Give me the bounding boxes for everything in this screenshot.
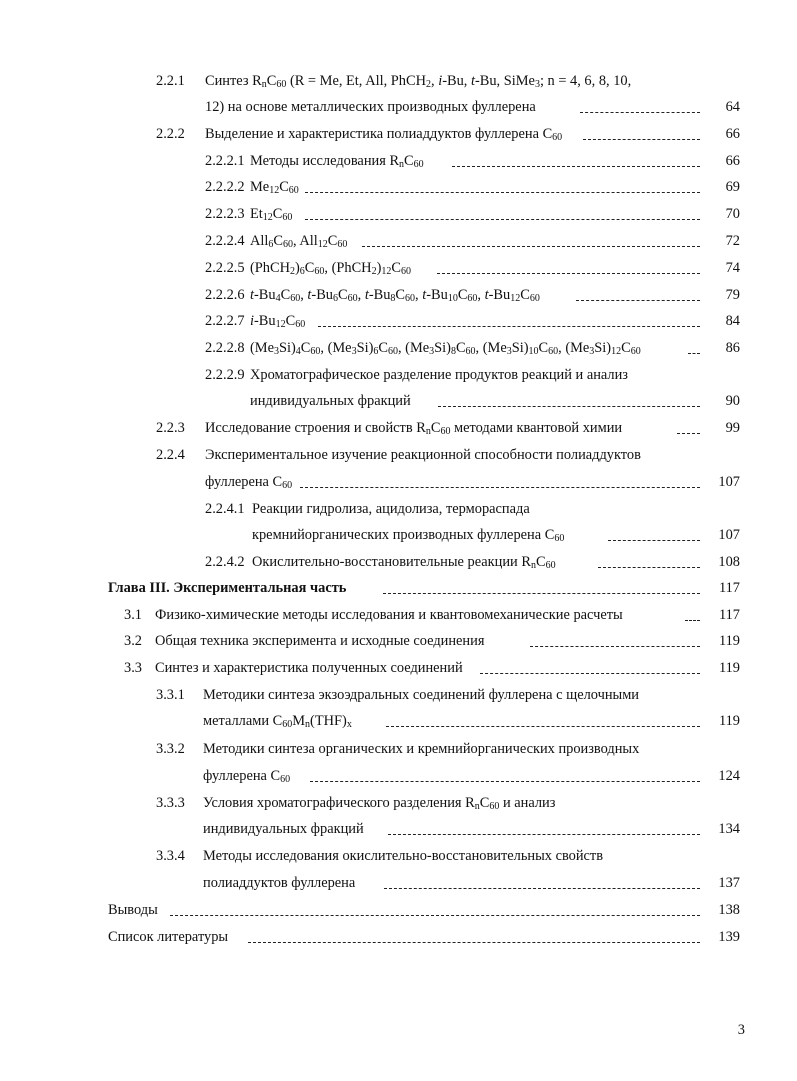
entry-number: 3.3.2 [156, 741, 185, 757]
entry-page-number: 90 [725, 393, 740, 409]
entry-title: Исследование строения и свойств $R_nC_{60}$ методами квантовой химии [205, 420, 623, 437]
dot-leader [383, 593, 700, 594]
entry-page-number: 107 [718, 527, 740, 543]
entry-title: фуллерена $C_{60}$ [203, 768, 291, 785]
entry-page-number: 74 [725, 260, 740, 276]
dot-leader [677, 433, 700, 434]
entry-title: Синтез $R_nC_{60}$ (R = Me, Et, All, PhCH$_2$, i-Bu, t-Bu, SiMe$_3$; n = 4, 6, 8, 10, [205, 73, 632, 90]
entry-number: 3.3 [124, 660, 142, 676]
entry-title: Методики синтеза экзоэдральных соединений фуллерена с щелочными [203, 687, 640, 703]
entry-number: 2.2.2.8 [205, 340, 245, 356]
entry-number: 2.2.2.3 [205, 206, 245, 222]
entry-page-number: 99 [725, 420, 740, 436]
entry-page-number: 69 [725, 179, 740, 195]
entry-title: индивидуальных фракций [203, 821, 364, 837]
entry-title: Общая техника эксперимента и исходные соединения [155, 633, 485, 649]
dot-leader [580, 112, 700, 113]
entry-page-number: 134 [718, 821, 740, 837]
entry-page-number: 119 [718, 713, 740, 729]
entry-page-number: 139 [718, 929, 740, 945]
entry-title: кремнийорганических производных фуллерена $C_{60}$ [252, 527, 565, 544]
entry-title: металлами $C_{60}M_n(THF)_x$ [203, 713, 352, 730]
entry-page-number: 138 [718, 902, 740, 918]
entry-title: $i-Bu_{12}C_{60}$ [250, 313, 306, 330]
dot-leader [685, 620, 700, 621]
entry-title: Окислительно-восстановительные реакции $R_nC_{60}$ [252, 554, 556, 571]
dot-leader [438, 406, 700, 407]
entry-number: 2.2.3 [156, 420, 185, 436]
dot-leader [386, 726, 700, 727]
entry-title: Синтез и характеристика полученных соединений [155, 660, 463, 676]
entry-title: $Et_{12}C_{60}$ [250, 206, 293, 223]
entry-number: 2.2.2.7 [205, 313, 245, 329]
entry-page-number: 107 [718, 474, 740, 490]
entry-page-number: 66 [725, 126, 740, 142]
dot-leader [530, 646, 700, 647]
entry-title: Физико-химические методы исследования и квантовомеханические расчеты [155, 607, 623, 623]
dot-leader [480, 673, 700, 674]
dot-leader [388, 834, 700, 835]
dot-leader [362, 246, 700, 247]
dot-leader [310, 781, 700, 782]
entry-page-number: 108 [718, 554, 740, 570]
dot-leader [305, 219, 700, 220]
entry-number: 2.2.2.4 [205, 233, 245, 249]
dot-leader [318, 326, 700, 327]
entry-page-number: 124 [718, 768, 740, 784]
dot-leader [688, 353, 700, 354]
entry-title: Методики синтеза органических и кремнийорганических производных [203, 741, 640, 757]
entry-title: индивидуальных фракций [250, 393, 411, 409]
entry-title: $(Me_3Si)_4C_{60}$, $(Me_3Si)_6C_{60}$, $(Me_3Si)_8C_{60}$, $(Me_3Si)_{10}C_{60}$, $(Me_3Si)_{12}C_{60}$ [250, 340, 641, 357]
entry-title: Методы исследования $R_nC_{60}$ [250, 153, 424, 170]
dot-leader [170, 915, 700, 916]
entry-page-number: 86 [725, 340, 740, 356]
entry-number: 2.2.4.1 [205, 501, 245, 517]
dot-leader [305, 192, 700, 193]
entry-number: 3.3.4 [156, 848, 185, 864]
entry-page-number: 70 [725, 206, 740, 222]
entry-number: 3.2 [124, 633, 142, 649]
entry-title: $t-Bu_4C_{60}$, $t-Bu_6C_{60}$, $t-Bu_8C_{60}$, $t-Bu_{10}C_{60}$, $t-Bu_{12}C_{60}$ [250, 287, 540, 304]
entry-title: 12) на основе металлических производных фуллерена [205, 99, 536, 115]
entry-title: $All_6C_{60}$, $All_{12}C_{60}$ [250, 233, 348, 250]
entry-title: Условия хроматографического разделения $R_nC_{60}$ и анализ [203, 795, 556, 812]
entry-number: 3.3.3 [156, 795, 185, 811]
dot-leader [384, 888, 700, 889]
entry-number: 2.2.4 [156, 447, 185, 463]
entry-number: 2.2.2 [156, 126, 185, 142]
entry-number: 3.1 [124, 607, 142, 623]
entry-title: Выводы [108, 902, 158, 918]
entry-number: 2.2.2.6 [205, 287, 245, 303]
entry-title: Глава III. Экспериментальная часть [108, 580, 347, 596]
entry-page-number: 119 [718, 633, 740, 649]
dot-leader [608, 540, 700, 541]
entry-page-number: 117 [718, 607, 740, 623]
entry-number: 2.2.4.2 [205, 554, 245, 570]
dot-leader [248, 942, 700, 943]
entry-page-number: 117 [718, 580, 740, 596]
entry-page-number: 84 [725, 313, 740, 329]
entry-page-number: 66 [725, 153, 740, 169]
entry-title: $Me_{12}C_{60}$ [250, 179, 299, 196]
entry-page-number: 79 [725, 287, 740, 303]
entry-title: Выделение и характеристика полиаддуктов фуллерена $C_{60}$ [205, 126, 563, 143]
entry-number: 3.3.1 [156, 687, 185, 703]
entry-number: 2.2.2.9 [205, 367, 245, 383]
entry-number: 2.2.2.5 [205, 260, 245, 276]
entry-number: 2.2.1 [156, 73, 185, 89]
dot-leader [452, 166, 700, 167]
entry-title: фуллерена $C_{60}$ [205, 474, 293, 491]
entry-title: Экспериментальное изучение реакционной способности полиаддуктов [205, 447, 641, 463]
entry-page-number: 137 [718, 875, 740, 891]
entry-page-number: 72 [725, 233, 740, 249]
dot-leader [583, 139, 700, 140]
entry-title: Хроматографическое разделение продуктов реакций и анализ [250, 367, 628, 383]
entry-title: Список литературы [108, 929, 229, 945]
dot-leader [437, 273, 700, 274]
entry-title: полиаддуктов фуллерена [203, 875, 356, 891]
entry-number: 2.2.2.2 [205, 179, 245, 195]
dot-leader [598, 567, 700, 568]
dot-leader [576, 300, 700, 301]
page-number: 3 [737, 1022, 745, 1038]
entry-title: Методы исследования окислительно-восстановительных свойств [203, 848, 604, 864]
entry-page-number: 64 [725, 99, 740, 115]
entry-title: $(PhCH_2)_6C_{60}$, $(PhCH_2)_{12}C_{60}$ [250, 260, 411, 277]
entry-page-number: 119 [718, 660, 740, 676]
entry-title: Реакции гидролиза, ацидолиза, термораспада [252, 501, 530, 517]
entry-number: 2.2.2.1 [205, 153, 245, 169]
dot-leader [300, 487, 700, 488]
